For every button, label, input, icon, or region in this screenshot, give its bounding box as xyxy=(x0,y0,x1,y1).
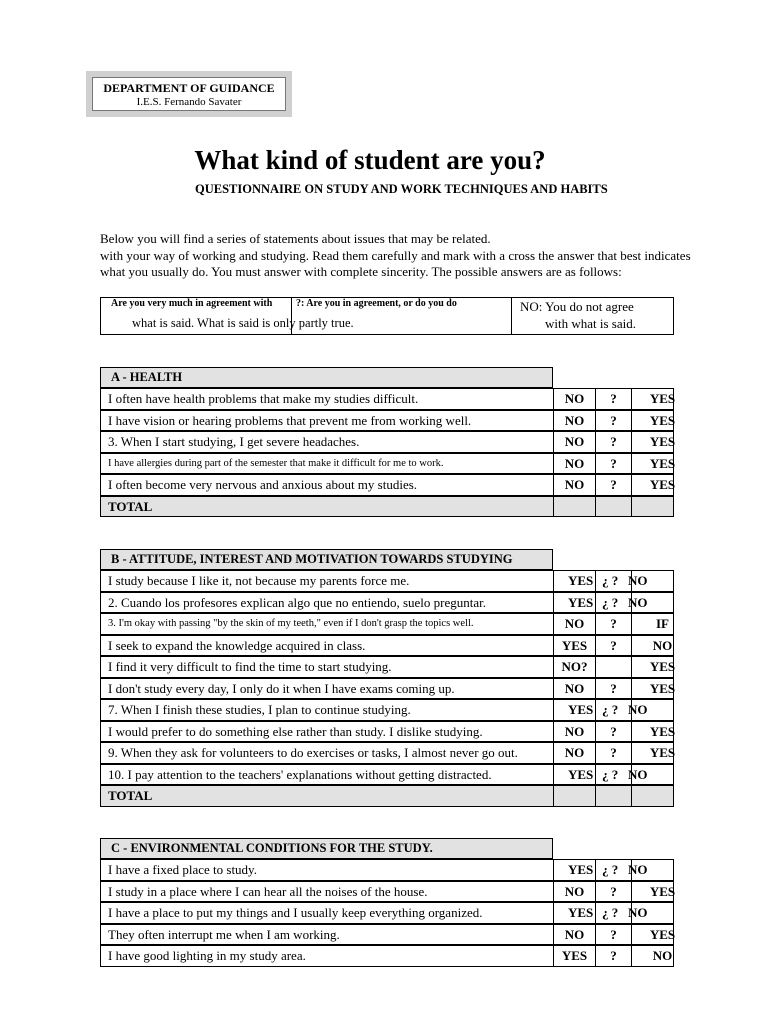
answer-option-2[interactable]: ? xyxy=(595,613,631,635)
question-text: They often interrupt me when I am working. xyxy=(100,924,553,946)
school-name: I.E.S. Fernando Savater xyxy=(136,96,242,108)
answer-option-2[interactable]: ? xyxy=(595,388,631,410)
answer-option-3-label: NO xyxy=(652,948,673,963)
answer-option-3[interactable] xyxy=(628,570,674,592)
question-text: 10. I pay attention to the teachers' explanations without getting distracted. xyxy=(100,764,553,786)
answer-option-1[interactable]: YES xyxy=(553,570,595,592)
answer-option-1[interactable]: YES xyxy=(553,635,595,657)
table-row xyxy=(100,474,674,496)
answer-option-1[interactable]: NO? xyxy=(553,656,595,678)
answer-option-2[interactable]: ¿ ? xyxy=(595,902,631,924)
answer-option-3[interactable] xyxy=(631,656,674,678)
answer-option-3[interactable] xyxy=(631,431,674,453)
table-row xyxy=(100,945,674,967)
page-subtitle: QUESTIONNAIRE ON STUDY AND WORK TECHNIQUES AND HABITS xyxy=(195,182,608,196)
table-row xyxy=(100,764,674,786)
answer-option-3-label: NO xyxy=(628,766,648,782)
total-cell-1[interactable] xyxy=(553,496,595,518)
answer-option-1[interactable]: YES xyxy=(553,945,595,967)
question-text: I have a place to put my things and I usually keep everything organized. xyxy=(100,902,553,924)
answer-option-2[interactable]: ? xyxy=(595,453,631,475)
total-cell-1[interactable] xyxy=(553,785,595,807)
table-row xyxy=(100,742,674,764)
answer-option-2[interactable]: ? xyxy=(595,431,631,453)
answer-option-3-label: NO xyxy=(652,637,673,653)
table-row xyxy=(100,453,674,475)
question-text: I have allergies during part of the semester that make it difficult for me to work. xyxy=(100,453,553,475)
answer-option-3[interactable] xyxy=(628,592,674,614)
answer-option-3-label: YES xyxy=(649,926,676,942)
answer-option-3[interactable] xyxy=(631,410,674,432)
total-label: TOTAL xyxy=(100,496,553,518)
total-cell-3[interactable] xyxy=(631,785,674,807)
answer-option-3-label: NO xyxy=(628,905,648,920)
answer-option-3[interactable] xyxy=(631,742,674,764)
answer-option-2[interactable]: ? xyxy=(595,474,631,496)
intro-text xyxy=(100,231,730,281)
answer-option-1[interactable]: YES xyxy=(553,902,595,924)
answer-option-3[interactable] xyxy=(628,764,674,786)
answer-option-3[interactable] xyxy=(628,902,674,924)
answer-option-3[interactable] xyxy=(631,881,674,903)
question-text: 3. When I start studying, I get severe headaches. xyxy=(100,431,553,453)
answer-option-1[interactable]: YES xyxy=(553,592,595,614)
table-row xyxy=(100,859,674,881)
total-cell-2[interactable] xyxy=(595,496,631,518)
answer-option-3[interactable] xyxy=(631,721,674,743)
answer-option-2[interactable]: ? xyxy=(595,635,631,657)
answer-option-1[interactable]: NO xyxy=(553,388,595,410)
intro-line-2: with your way of working and studying. Read them carefully and mark with a cross the answer that best indicates xyxy=(100,247,691,263)
table-row xyxy=(100,431,674,453)
question-text: 9. When they ask for volunteers to do exercises or tasks, I almost never go out. xyxy=(100,742,553,764)
answer-option-3-label: YES xyxy=(649,680,676,696)
legend-no-bottom: with what is said. xyxy=(545,316,636,331)
table-row xyxy=(100,721,674,743)
table-row xyxy=(100,388,674,410)
question-text: I often become very nervous and anxious about my studies. xyxy=(100,474,553,496)
department-header xyxy=(86,71,292,117)
question-text: I study because I like it, not because my parents force me. xyxy=(100,570,553,592)
answer-option-3[interactable] xyxy=(631,613,674,635)
answer-option-3-label: YES xyxy=(649,477,676,492)
answer-option-3[interactable] xyxy=(631,474,674,496)
answer-option-1[interactable]: NO xyxy=(553,721,595,743)
answer-option-3-label: YES xyxy=(649,391,676,406)
answer-option-3[interactable] xyxy=(631,635,674,657)
section-c-header: C - ENVIRONMENTAL CONDITIONS FOR THE STUDY. xyxy=(100,838,553,859)
question-text: 2. Cuando los profesores explican algo que no entiendo, suelo preguntar. xyxy=(100,592,553,614)
table-row xyxy=(100,678,674,700)
answer-option-1[interactable]: YES xyxy=(553,859,595,881)
question-text: I don't study every day, I only do it when I have exams coming up. xyxy=(100,678,553,700)
answer-option-3-label: YES xyxy=(649,434,676,449)
answer-option-2[interactable]: ¿ ? xyxy=(595,764,631,786)
answer-option-3-label: YES xyxy=(649,659,676,674)
answer-legend xyxy=(100,297,674,335)
question-text: 3. I'm okay with passing "by the skin of my teeth," even if I don't grasp the topics well. xyxy=(100,613,553,635)
answer-option-3-label: NO xyxy=(628,862,648,877)
answer-option-3-label: IF xyxy=(656,616,669,631)
answer-option-3-label: YES xyxy=(649,412,676,428)
question-text: I study in a place where I can hear all the noises of the house. xyxy=(100,881,553,903)
answer-option-2[interactable]: ? xyxy=(595,945,631,967)
answer-option-2[interactable]: ¿ ? xyxy=(595,859,631,881)
total-cell-3[interactable] xyxy=(631,496,674,518)
total-row xyxy=(100,785,674,807)
question-text: I would prefer to do something else rather than study. I dislike studying. xyxy=(100,721,553,743)
department-name: DEPARTMENT OF GUIDANCE xyxy=(103,81,275,95)
table-row xyxy=(100,592,674,614)
legend-cell-no xyxy=(511,298,675,334)
answer-option-3-label: NO xyxy=(628,702,648,717)
answer-option-3-label: YES xyxy=(649,723,676,739)
answer-option-2[interactable]: ? xyxy=(595,881,631,903)
question-text: I seek to expand the knowledge acquired in class. xyxy=(100,635,553,657)
answer-option-2[interactable]: ¿ ? xyxy=(595,592,631,614)
answer-option-1[interactable]: YES xyxy=(553,699,595,721)
question-text: I have good lighting in my study area. xyxy=(100,945,553,967)
section-a-header: A - HEALTH xyxy=(100,367,553,388)
answer-option-3[interactable] xyxy=(631,945,674,967)
legend-no-top: NO: You do not agree xyxy=(520,299,634,314)
answer-option-1[interactable]: NO xyxy=(553,474,595,496)
total-cell-2[interactable] xyxy=(595,785,631,807)
table-row xyxy=(100,902,674,924)
legend-yes-top: Are you very much in agreement with xyxy=(111,298,273,309)
table-row xyxy=(100,570,674,592)
table-row xyxy=(100,924,674,946)
legend-cell-maybe xyxy=(291,298,512,334)
department-header-inner xyxy=(92,77,286,111)
total-label: TOTAL xyxy=(100,785,553,807)
answer-option-1[interactable]: NO xyxy=(553,431,595,453)
question-text: 7. When I finish these studies, I plan to continue studying. xyxy=(100,699,553,721)
answer-option-3-label: YES xyxy=(649,455,676,471)
answer-option-2[interactable]: ¿ ? xyxy=(595,699,631,721)
intro-line-1: Below you will find a series of statements about issues that may be related. xyxy=(100,231,491,246)
answer-option-3[interactable] xyxy=(631,453,674,475)
table-row xyxy=(100,699,674,721)
answer-option-1[interactable]: NO xyxy=(553,678,595,700)
total-row xyxy=(100,496,674,518)
answer-option-3[interactable] xyxy=(631,678,674,700)
answer-option-2[interactable]: ? xyxy=(595,742,631,764)
answer-option-3[interactable] xyxy=(631,388,674,410)
legend-cell-yes xyxy=(101,298,354,334)
answer-option-1[interactable]: NO xyxy=(553,613,595,635)
answer-option-2[interactable]: ? xyxy=(595,721,631,743)
question-text: I often have health problems that make my studies difficult. xyxy=(100,388,553,410)
answer-option-2[interactable]: ¿ ? xyxy=(595,570,631,592)
intro-line-3: what you usually do. You must answer with complete sincerity. The possible answers are as follows: xyxy=(100,264,622,279)
table-row xyxy=(100,410,674,432)
answer-option-1[interactable]: YES xyxy=(553,764,595,786)
answer-option-3[interactable] xyxy=(631,924,674,946)
question-text: I have vision or hearing problems that prevent me from working well. xyxy=(100,410,553,432)
answer-option-2[interactable]: ? xyxy=(595,678,631,700)
question-text: I have a fixed place to study. xyxy=(100,859,553,881)
table-row xyxy=(100,635,674,657)
page-title: What kind of student are you? xyxy=(194,145,546,175)
legend-yes-bottom: what is said. What is said is only partly true. xyxy=(132,316,354,330)
answer-option-1[interactable]: NO xyxy=(553,742,595,764)
answer-option-1[interactable]: NO xyxy=(553,453,595,475)
table-row xyxy=(100,613,674,635)
answer-option-3[interactable] xyxy=(628,699,674,721)
answer-option-2[interactable]: ? xyxy=(595,410,631,432)
answer-option-3-label: NO xyxy=(628,573,648,588)
table-row xyxy=(100,656,674,678)
answer-option-1[interactable]: NO xyxy=(553,924,595,946)
answer-option-3[interactable] xyxy=(628,859,674,881)
answer-option-1[interactable]: NO xyxy=(553,881,595,903)
legend-maybe-top: ?: Are you in agreement, or do you do xyxy=(296,298,457,309)
question-text: I find it very difficult to find the time to start studying. xyxy=(100,656,553,678)
answer-option-3-label: NO xyxy=(628,594,648,610)
answer-option-3-label: YES xyxy=(649,883,676,899)
section-b-header: B - ATTITUDE, INTEREST AND MOTIVATION TOWARDS STUDYING xyxy=(100,549,553,570)
answer-option-2[interactable]: ? xyxy=(595,924,631,946)
table-row xyxy=(100,881,674,903)
answer-option-3-label: YES xyxy=(649,745,676,760)
answer-option-2[interactable] xyxy=(595,656,631,678)
answer-option-1[interactable]: NO xyxy=(553,410,595,432)
